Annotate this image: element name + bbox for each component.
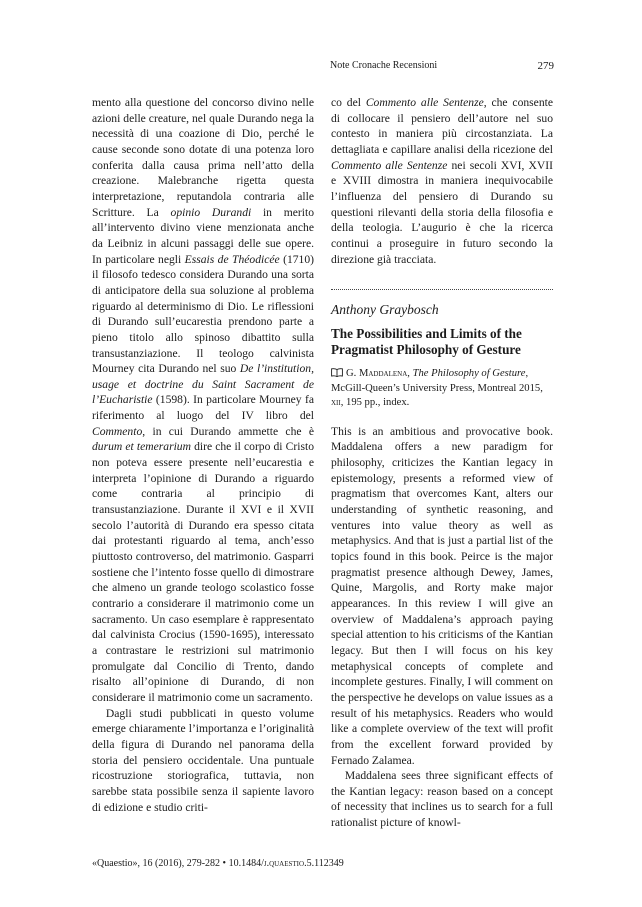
right-paragraph-1: co del Commento alle Sentenze, che consente di collocare il pensiero dell’autore nel suo contesto in maniera più circostanziata. La dettagliata e capillare analisi della ricezione del Commento alle Sentenze nei secoli XVI, XVII e XVIII dimostra in maniera inequivocabile l’influenza del pensiero di Durando su questioni rilevanti della storia della filosofia e della teologia. L’augurio è che la ricerca continui a proseguire in futuro secondo la direzione già tracciata.: [331, 96, 553, 266]
section-divider: [331, 289, 553, 290]
open-book-icon: [331, 368, 343, 377]
review-paragraph-2: Maddalena sees three significant effects of the Kantian legacy: reason based on a concept of necessity that inclines us to search for a full rationalist picture of knowl-: [331, 769, 553, 830]
section-title: Note Cronache Recensioni: [330, 60, 438, 71]
bibliographic-entry: G. Maddalena, The Philosophy of Gesture, McGill-Queen’s University Press, Montreal 2015, xii, 195 pp., index.: [331, 368, 543, 409]
left-paragraph-2: Dagli studi pubblicati in questo volume emerge chiaramente l’importanza e l’originalità della figura di Durando nel panorama della storia del pensiero occidentale. Una puntuale ricostruzione storiografica, tuttavia, non sarebbe stata possibile senza il sapiente lavoro di edizione e studio criti-: [92, 706, 314, 814]
review-title: The Possibilities and Limits of the Pragmatist Philosophy of Gesture: [331, 326, 522, 358]
right-column: [331, 95, 553, 831]
page-number: 279: [537, 60, 554, 72]
running-head: [330, 60, 554, 72]
review-author: Anthony Graybosch: [331, 302, 439, 318]
left-column: [92, 95, 314, 815]
left-paragraph-1: mento alla questione del concorso divino nelle azioni delle creature, nel quale Durando nega la necessità di una coazione di Dio, perché le cause seconde sono dotate di una potenza loro conferita dalla causa prima nell’atto della creazione. Malebranche rigetta questa interpretazione, reputandola contraria alle Scritture. La opinio Durandi in merito all’intervento divino viene menzionata anche da Leibniz in alcuni passaggi delle sue opere. In particolare negli Essais de Théodicée (1710) il filosofo tedesco considera Durando una sorta di anticipatore della sua soluzione al problema riguardo al determinismo di Dio. Le riflessioni di Durando sull’eucarestia prendono parte a pieno titolo allo spinoso dibattito sulla transustanziazione. Il teologo calvinista Mourney cita Durando nel suo De l’institution, usage et doctrine du Saint Sacrament de l’Eucharistie (1598). In particolare Mourney fa riferimento al luogo del IV libro del Commento, in cui Durando ammette che è durum et temerarium dire che il corpo di Cristo non poteva essere presente nell’eucarestia e interpreta l’opinione di Durando a riguardo come contraria al principio di transustanziazione. Durante il XVI e il XVII secolo l’autorità di Durando era spesso citata dai protestanti riguardo al tema, anch’esso piuttosto controverso, del matrimonio. Gasparri sostiene che l’intento fosse quello di dimostrare che almeno un grande teologo scolastico fosse contrario a considerare il matrimonio come un sacramento. Un caso esemplare è rappresentato dal calvinista Crocius (1590-1695), interessato a contrastare le restrizioni sul matrimonio promulgate dal Concilio di Trento, dando risalto all’opinione di Durando, di non considerare il matrimonio come un sacramento.: [92, 96, 314, 704]
journal-footer: «Quaestio», 16 (2016), 279-282 • 10.1484/j.quaestio.5.112349: [92, 858, 344, 869]
review-paragraph-1: This is an ambitious and provocative book. Maddalena offers a new paradigm for philosophy, criticizes the Kantian legacy in epistemology, presents a reformed view of pragmatism that overcomes Kant, alters our understanding of synthetic reasoning, and ventures into value theory as well as metaphysics. And that is just a partial list of the topics found in this book. Peirce is the major pragmatist presence although Dewey, James, Quine, Margolis, and Rorty make major appearances. In this review I will give an overview of Maddalena’s approach paying special attention to his criticisms of the Kantian legacy. But then I will focus on his key metaphysical concepts of complete and incomplete gestures. Finally, I will comment on the perspective he develops on value issues as a result of his metaphysics. Readers who would like a complete overview of the text will profit from the excellent forward provided by Fernado Zalamea.: [331, 424, 553, 767]
